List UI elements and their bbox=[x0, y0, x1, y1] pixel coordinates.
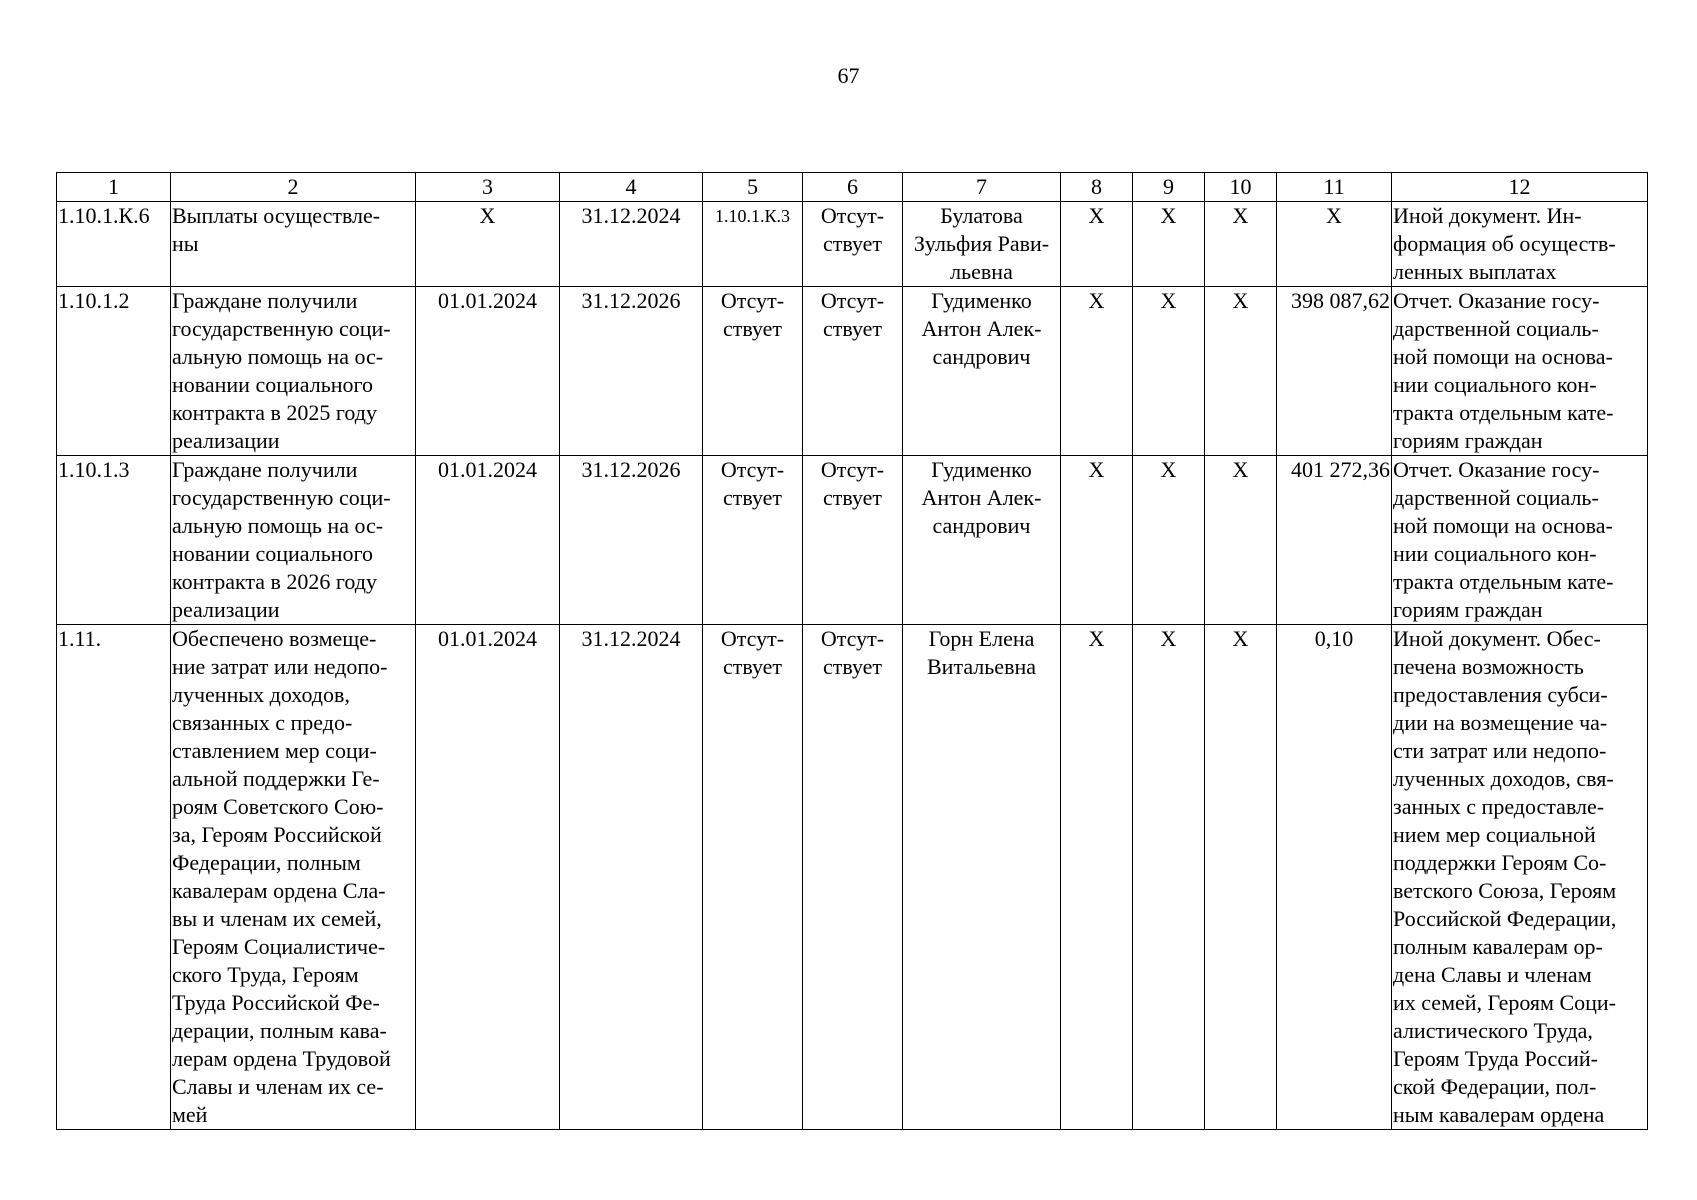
col8-cell: X bbox=[1061, 456, 1133, 625]
predecessor-cell: Отсут- ствует bbox=[703, 456, 803, 625]
start-date-cell: 01.01.2024 bbox=[416, 456, 560, 625]
column-header: 3 bbox=[416, 173, 560, 202]
end-date-cell: 31.12.2024 bbox=[560, 625, 703, 1130]
predecessor-cell: 1.10.1.К.3 bbox=[703, 202, 803, 287]
column-header: 2 bbox=[171, 173, 416, 202]
responsible-cell: Гудименко Антон Алек- сандрович bbox=[903, 287, 1061, 456]
amount-cell: 398 087,62 bbox=[1277, 287, 1392, 456]
column-header: 12 bbox=[1392, 173, 1648, 202]
column-header: 10 bbox=[1205, 173, 1277, 202]
col9-cell: X bbox=[1133, 456, 1205, 625]
amount-cell: 401 272,36 bbox=[1277, 456, 1392, 625]
col10-cell: X bbox=[1205, 456, 1277, 625]
column-header: 11 bbox=[1277, 173, 1392, 202]
document-table bbox=[56, 172, 1648, 1130]
row-number-cell: 1.10.1.3 bbox=[57, 456, 171, 625]
column-header: 4 bbox=[560, 173, 703, 202]
column-header: 1 bbox=[57, 173, 171, 202]
document-cell: Иной документ. Обес- печена возможность предоставления субси- дии на возмещение ча- сти затрат или недопо- лученных доходов, свя- занных с предоставле- нием мер социальной поддержки Героям Со- ветского Союза, Героям Российской Федерации, полным кавалерам ор- дена Славы и членам их семей, Героям Соци- алистического Труда, Героям Труда Россий- ской Федерации, пол- ным кавалерам ордена bbox=[1392, 625, 1648, 1130]
table-row bbox=[57, 625, 1648, 1130]
start-date-cell: X bbox=[416, 202, 560, 287]
col8-cell: X bbox=[1061, 287, 1133, 456]
responsible-cell: Булатова Зульфия Рави- льевна bbox=[903, 202, 1061, 287]
table-row bbox=[57, 287, 1648, 456]
document-cell: Отчет. Оказание госу- дарственной социаль- ной помощи на основа- нии социального кон- тракта отдельным кате- гориям граждан bbox=[1392, 456, 1648, 625]
amount-cell: 0,10 bbox=[1277, 625, 1392, 1130]
col9-cell: X bbox=[1133, 625, 1205, 1130]
col10-cell: X bbox=[1205, 202, 1277, 287]
start-date-cell: 01.01.2024 bbox=[416, 287, 560, 456]
column-header: 5 bbox=[703, 173, 803, 202]
row-number-cell: 1.11. bbox=[57, 625, 171, 1130]
document-cell: Отчет. Оказание госу- дарственной социаль- ной помощи на основа- нии социального кон- тракта отдельным кате- гориям граждан bbox=[1392, 287, 1648, 456]
predecessor-cell: Отсут- ствует bbox=[703, 287, 803, 456]
page-number: 67 bbox=[837, 63, 860, 88]
end-date-cell: 31.12.2026 bbox=[560, 287, 703, 456]
col8-cell: X bbox=[1061, 625, 1133, 1130]
col9-cell: X bbox=[1133, 287, 1205, 456]
end-date-cell: 31.12.2024 bbox=[560, 202, 703, 287]
result-name-cell: Выплаты осуществле- ны bbox=[171, 202, 416, 287]
header-row bbox=[57, 173, 1648, 202]
successor-cell: Отсут- ствует bbox=[803, 287, 903, 456]
amount-cell: X bbox=[1277, 202, 1392, 287]
successor-cell: Отсут- ствует bbox=[803, 202, 903, 287]
responsible-cell: Горн Елена Витальевна bbox=[903, 625, 1061, 1130]
table-row bbox=[57, 202, 1648, 287]
col10-cell: X bbox=[1205, 287, 1277, 456]
column-header: 9 bbox=[1133, 173, 1205, 202]
result-name-cell: Граждане получили государственную соци- альную помощь на ос- новании социального контракта в 2025 году реализации bbox=[171, 287, 416, 456]
col9-cell: X bbox=[1133, 202, 1205, 287]
column-header: 6 bbox=[803, 173, 903, 202]
successor-cell: Отсут- ствует bbox=[803, 625, 903, 1130]
responsible-cell: Гудименко Антон Алек- сандрович bbox=[903, 456, 1061, 625]
table-row bbox=[57, 456, 1648, 625]
column-header: 7 bbox=[903, 173, 1061, 202]
result-name-cell: Граждане получили государственную соци- альную помощь на ос- новании социального контракта в 2026 году реализации bbox=[171, 456, 416, 625]
row-number-cell: 1.10.1.2 bbox=[57, 287, 171, 456]
column-header: 8 bbox=[1061, 173, 1133, 202]
end-date-cell: 31.12.2026 bbox=[560, 456, 703, 625]
result-name-cell: Обеспечено возмеще- ние затрат или недопо- лученных доходов, связанных с предо- ставлением мер соци- альной поддержки Ге- роям Советского Сою- за, Героям Российской Федерации, полным кавалерам ордена Сла- вы и членам их семей, Героям Социалистиче- ского Труда, Героям Труда Российской Фе- дерации, полным кава- лерам ордена Трудовой Славы и членам их се- мей bbox=[171, 625, 416, 1130]
col10-cell: X bbox=[1205, 625, 1277, 1130]
start-date-cell: 01.01.2024 bbox=[416, 625, 560, 1130]
col8-cell: X bbox=[1061, 202, 1133, 287]
predecessor-cell: Отсут- ствует bbox=[703, 625, 803, 1130]
document-cell: Иной документ. Ин- формация об осуществ- ленных выплатах bbox=[1392, 202, 1648, 287]
successor-cell: Отсут- ствует bbox=[803, 456, 903, 625]
row-number-cell: 1.10.1.К.6 bbox=[57, 202, 171, 287]
